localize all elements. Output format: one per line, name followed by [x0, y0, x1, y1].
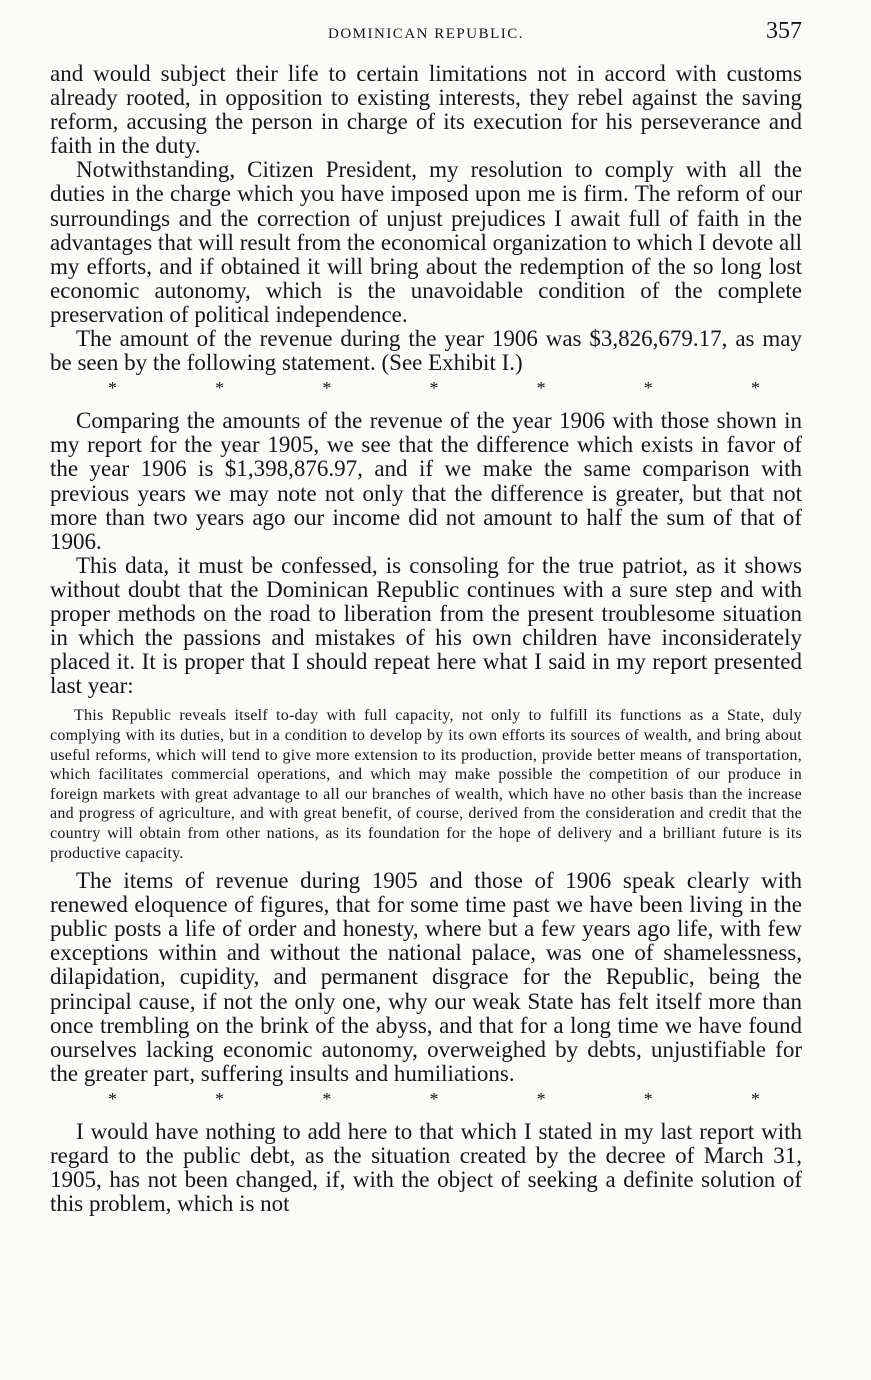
- page-header: [50, 18, 802, 62]
- paragraph-consoling-data: This data, it must be confessed, is consoling for the true patriot, as it shows without doubt that the Dominican Republic continues with a sure step and with proper methods on the road to liberation from the present troublesome situation in which the passions and mistakes of his own children have inconsiderately placed it. It is proper that I should repeat here what I said in my report presented last year:: [50, 552, 802, 699]
- ellipsis-star: *: [322, 1088, 332, 1109]
- ellipsis-star: *: [108, 1088, 117, 1109]
- ellipsis-star: *: [429, 1088, 439, 1109]
- ellipsis-stars: [50, 375, 802, 405]
- ellipsis-star: *: [536, 378, 546, 399]
- ellipsis-star: *: [215, 378, 225, 399]
- paragraph-resolution: Notwithstanding, Citizen President, my resolution to comply with all the duties in the charge which you have imposed upon me is firm. The reform of our surroundings and the correction of unjust prejudices I await full of faith in the advantages that will result from the economical organization to which I devote all my efforts, and if obtained it will bring about the redemption of the so long lost economic autonomy, which is the unavoidable condition of the complete preservation of political independence.: [50, 157, 802, 327]
- ellipsis-star: *: [536, 1088, 546, 1109]
- running-head: DOMINICAN REPUBLIC.: [327, 26, 524, 42]
- ellipsis-star: *: [643, 378, 653, 399]
- paragraph-revenue-items: The items of revenue during 1905 and those of 1906 speak clearly with renewed eloquence of figures, that for some time past we have been living in the public posts a life of order and honesty, where but a few years ago life, with few exceptions within and without the national palace, was one of shamelessness, dilapidation, cupidity, and permanent disgrace for the Republic, being the principal cause, if not the only one, why our weak State has felt itself more than once trembling on the brink of the abyss, and that for a long time we have found ourselves lacking economic autonomy, overweighed by debts, unjustifiable for the greater part, suffering insults and humiliations.: [50, 868, 802, 1086]
- ellipsis-star: *: [322, 378, 332, 399]
- document-page: [50, 18, 802, 1216]
- ellipsis-star: *: [750, 378, 760, 399]
- page-number: 357: [766, 18, 802, 44]
- ellipsis-star: *: [750, 1088, 760, 1109]
- paragraph-comparison: Comparing the amounts of the revenue of the year 1906 with those shown in my report for the year 1905, we see that the difference which exists in favor of the year 1906 is $1,398,876.97, and if we make the same comparison with previous years we may note not only that the difference is greater, but that not more than two years ago our income did not amount to half the sum of that of 1906.: [50, 408, 802, 554]
- ellipsis-stars: [50, 1086, 802, 1116]
- paragraph-revenue-amount: The amount of the revenue during the year 1906 was $3,826,679.17, as may be seen by the following statement. (See Exhibit I.): [50, 326, 802, 376]
- ellipsis-star: *: [643, 1088, 653, 1109]
- paragraph-continuation: and would subject their life to certain limitations not in accord with customs already rooted, in opposition to existing interests, they rebel against the saving reform, accusing the person in charge of its execution for his perseverance and faith in the duty.: [50, 61, 802, 159]
- ellipsis-star: *: [108, 378, 117, 399]
- ellipsis-star: *: [215, 1088, 225, 1109]
- paragraph-public-debt: I would have nothing to add here to that which I stated in my last report with regard to the public debt, as the situation created by the decree of March 31, 1905, has not been changed, if, with the object of seeking a definite solution of this problem, which is not: [50, 1118, 802, 1217]
- block-quote: This Republic reveals itself to-day with full capacity, not only to fulfill its functions as a State, duly complying with its duties, but in a condition to develop by its own efforts its sources of wealth, and bring about useful reforms, which will tend to give more extension to its production, provide better means of transportation, which facilitates commercial operations, and which may make possible the competition of our produce in foreign markets with great advantage to all our branches of wealth, which have no other basis than the increase and progress of agriculture, and with great benefit, of course, derived from the consideration and credit that the country will obtain from other nations, as its foundation for the hope of delivery and a brilliant future is its productive capacity.: [50, 707, 802, 862]
- ellipsis-star: *: [429, 378, 439, 399]
